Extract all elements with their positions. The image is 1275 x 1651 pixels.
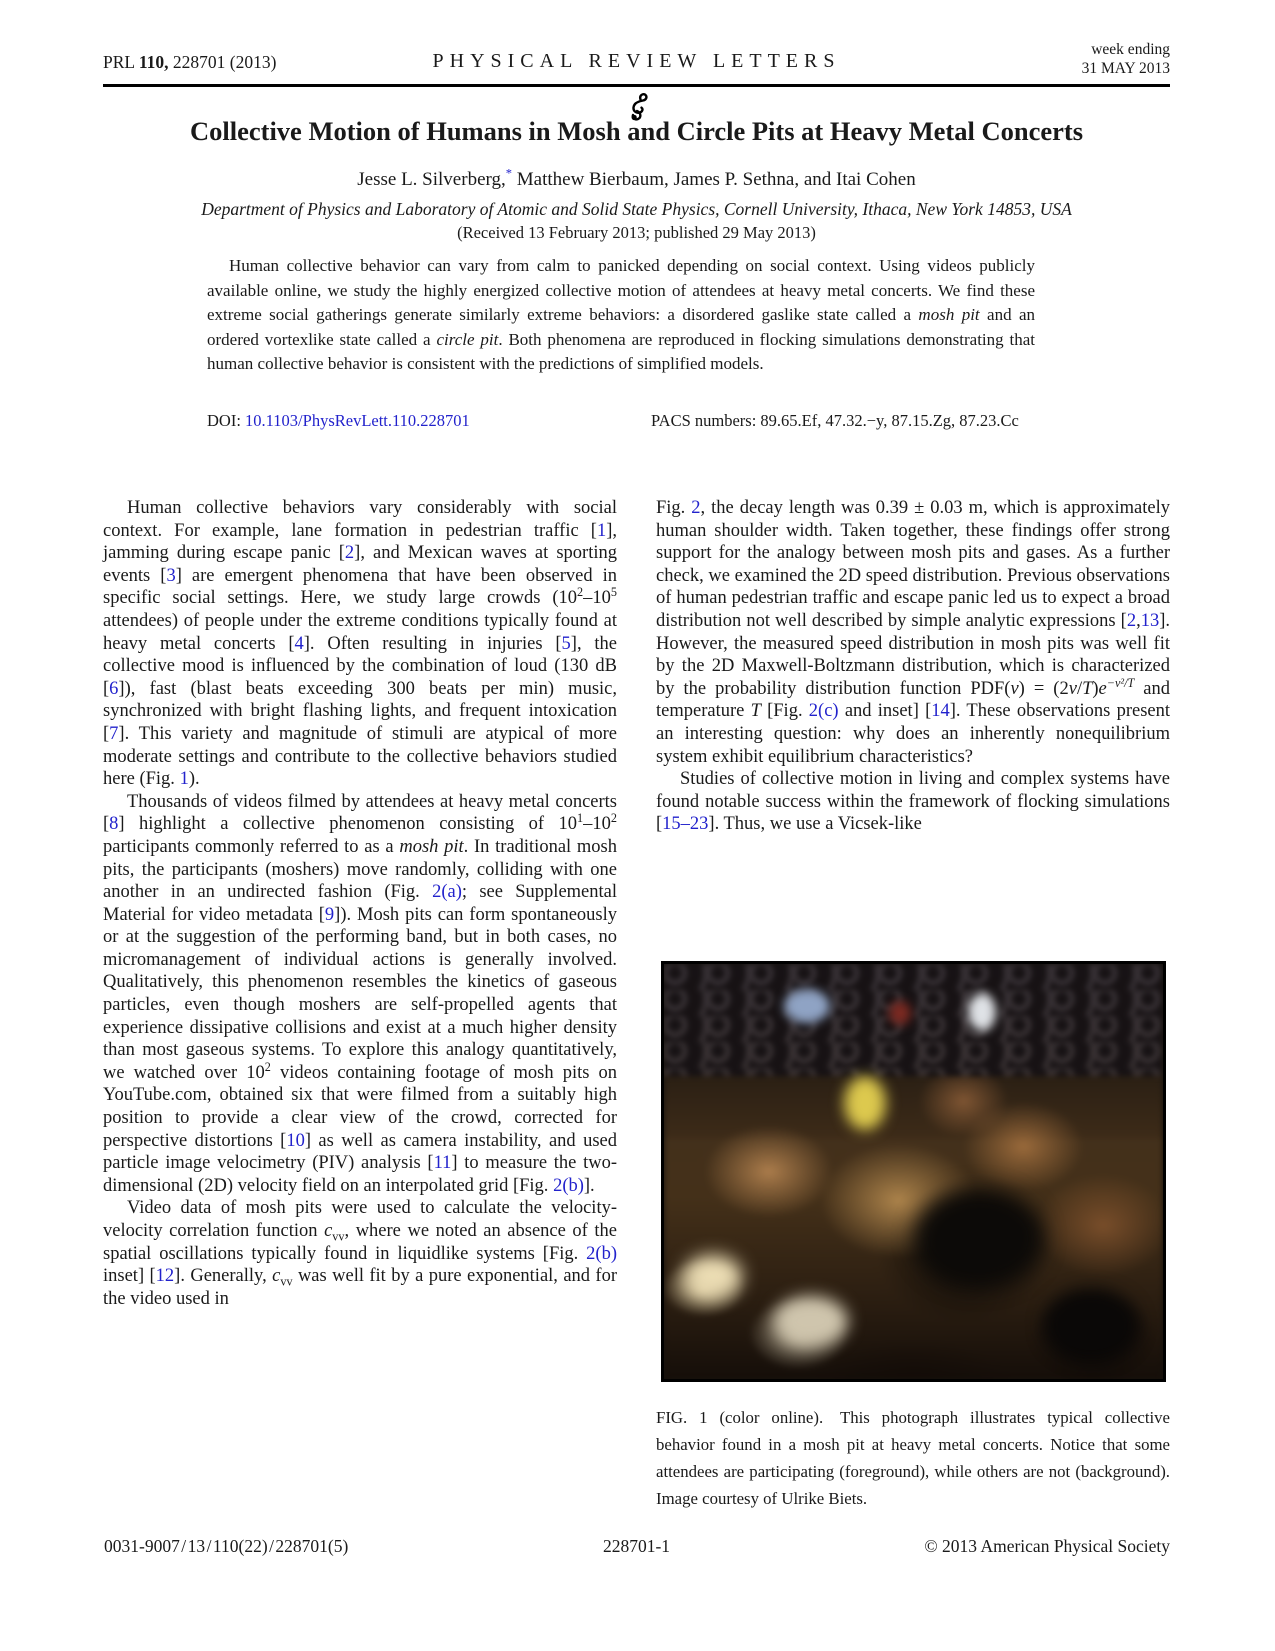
pacs-numbers: PACS numbers: 89.65.Ef, 47.32.−y, 87.15.Zg, 87.23.Cc: [651, 411, 1019, 430]
text-segment: . Both phenomena are reproduced in flocking simulations demonstrating that human collective behavior is consistent with the predictions of simplified models.: [207, 329, 1036, 374]
ref-link[interactable]: 4: [294, 633, 304, 654]
journal-name: PHYSICAL REVIEW LETTERS: [432, 50, 841, 72]
text-segment: ], jamming during escape panic [: [103, 520, 617, 564]
week-ending-block: [103, 40, 1170, 78]
figure-1-photo: [661, 961, 1166, 1382]
text-segment: ]. Often resulting in injuries [: [303, 633, 562, 654]
ref-link[interactable]: 15–23: [662, 814, 709, 835]
ref-link[interactable]: 2(b): [553, 1175, 584, 1196]
text-segment: Studies of collective motion in living and complex systems have found notable success within the framework of flocking simulations [: [656, 769, 1170, 835]
ref-link[interactable]: 2: [691, 498, 701, 518]
text-segment: /: [1076, 678, 1083, 699]
citation-tail: 228701 (2013): [168, 52, 277, 72]
photo-dark-heads-bottom-right: [1043, 1288, 1139, 1362]
ref-link[interactable]: 9: [324, 904, 335, 925]
text-segment: vv: [280, 1274, 293, 1289]
right-column: [656, 497, 1170, 836]
paragraph: [656, 768, 1170, 836]
figure-1-caption: FIG. 1 (color online). This photograph illustrates typical collective behavior found in a mosh pit at heavy metal concerts. Notice that some attendees are participating (foreground), while others are not (background). Image courtesy of Ulrike Biets.: [656, 1408, 1170, 1508]
text-segment: ]. This variety and magnitude of stimuli are atypical of more moderate settings and contribute to the collective behaviors studied here (Fig.: [103, 723, 617, 790]
text-segment: ] are emergent phenomena that have been observed in specific social settings. Here, we study large crowds (10: [103, 565, 617, 609]
text-segment: circle pit: [436, 329, 499, 349]
text-segment: Video data of mosh pits were used to calculate the velocity-velocity correlation function: [103, 1198, 617, 1241]
ref-link[interactable]: 2(a): [432, 882, 462, 903]
text-segment: and inset] [: [838, 701, 932, 722]
text-segment: attendees) of people under the extreme conditions typically found at heavy metal concerts [: [103, 610, 617, 654]
paragraph: [103, 1197, 617, 1310]
text-segment: ]. Generally,: [174, 1266, 273, 1287]
paragraph: [103, 791, 617, 1198]
ref-link[interactable]: 8: [109, 814, 119, 835]
ref-link[interactable]: 6: [109, 678, 119, 699]
ref-link[interactable]: 13: [1140, 610, 1160, 631]
ref-link[interactable]: 2: [1126, 610, 1137, 631]
text-segment: Matthew Bierbaum, James P. Sethna, and Itai Cohen: [512, 169, 916, 190]
text-segment: was well fit by a pure exponential, and for the video used in: [103, 1266, 618, 1309]
photo-yellow-shirt: [844, 1076, 886, 1130]
text-segment: ] as well as camera instability, and used particle image velocimetry (PIV) analysis [: [103, 1130, 617, 1174]
text-segment: 2: [264, 1059, 271, 1074]
text-segment: 5: [610, 585, 617, 600]
ref-link[interactable]: 2(b): [586, 1243, 617, 1264]
text-segment: –10: [583, 814, 611, 835]
text-segment: mosh pit: [399, 836, 464, 857]
paragraph: [103, 497, 617, 791]
text-segment: , where we noted an absence of the spatial oscillations typically found in liquidlike systems [Fig.: [103, 1221, 617, 1264]
text-segment: vv: [332, 1229, 345, 1244]
text-segment: inset] [: [103, 1266, 156, 1287]
text-segment: ): [1092, 678, 1099, 699]
ref-link[interactable]: 11: [433, 1153, 452, 1174]
ref-link[interactable]: 10: [286, 1130, 305, 1151]
text-segment: Thousands of videos filmed by attendees at heavy metal concerts [: [103, 791, 617, 835]
text-segment: c: [324, 1221, 333, 1241]
text-segment: [Fig.: [760, 701, 809, 722]
text-segment: . In traditional mosh pits, the participants (moshers) move randomly, colliding with one another in an undirected fashion (Fig.: [103, 836, 617, 903]
text-segment: ], the collective mood is influenced by the combination of loud (130 dB [: [103, 633, 617, 699]
ref-link[interactable]: 2(c): [808, 701, 839, 722]
text-segment: Fig.: [656, 498, 692, 518]
text-segment: T: [1082, 678, 1093, 699]
text-segment: and an ordered vortexlike state called a: [207, 305, 1035, 349]
text-segment: Human collective behaviors vary considerably with social context. For example, lane formation in pedestrian traffic [: [103, 498, 617, 541]
text-segment: 1: [577, 811, 584, 826]
text-segment: 2: [610, 811, 617, 826]
text-segment: −v²/T: [1106, 675, 1135, 690]
text-segment: ] highlight a collective phenomenon consisting of 10: [118, 814, 578, 835]
text-segment: ], and Mexican waves at sporting events [: [103, 543, 617, 586]
text-segment: c: [272, 1266, 281, 1287]
text-segment: ]. Thus, we use a Vicsek-like: [708, 814, 922, 835]
ref-link[interactable]: 3: [166, 565, 176, 586]
text-segment: ,: [1136, 610, 1141, 631]
text-segment: participants commonly referred to as a: [103, 836, 400, 857]
doi-link[interactable]: 10.1103/PhysRevLett.110.228701: [245, 411, 470, 430]
text-segment: ) = (2: [1018, 678, 1069, 699]
text-segment: v: [1010, 678, 1019, 699]
ref-link[interactable]: 7: [109, 723, 119, 744]
affiliation: Department of Physics and Laboratory of Atomic and Solid State Physics, Cornell University, Ithaca, New York 14853, USA: [201, 199, 1072, 219]
photo-white-shirt-bottom: [774, 1296, 848, 1346]
paragraph: [656, 497, 1170, 768]
left-column: [103, 497, 617, 1310]
text-segment: Human collective behavior can vary from calm to panicked depending on social context. Using videos publicly available online, we study the highly energized collective motion of attendees at heavy metal concerts. We find these extreme social gatherings generate similarly extreme behaviors: a disordered gaslike state called a: [207, 256, 1035, 325]
page-title: Collective Motion of Humans in Mosh and Circle Pits at Heavy Metal Concerts: [189, 116, 1084, 146]
ref-link[interactable]: 14: [931, 701, 950, 722]
received-line: (Received 13 February 2013; published 29 May 2013): [457, 223, 816, 242]
issue-date: 31 MAY 2013: [1081, 60, 1170, 77]
ref-link[interactable]: 5: [561, 633, 571, 654]
text-segment: , the decay length was 0.39 ± 0.03 m, which is approximately human shoulder width. Taken together, these findings offer strong support for the analogy between mosh pits and gases. As a further check, we examined the 2D speed distribution. Previous observations of human pedestrian traffic and escape panic led us to expect a broad distribution not well described by simple analytic expressions [: [656, 498, 1170, 631]
citation-volume: 110,: [138, 52, 169, 72]
author-line: [103, 166, 1170, 191]
text-segment: v: [1068, 678, 1077, 699]
photo-blue-shirt: [784, 989, 830, 1023]
citation-prefix: PRL: [103, 52, 139, 72]
text-segment: ].: [583, 1175, 595, 1196]
text-segment: e: [1098, 678, 1107, 699]
ref-link[interactable]: 1: [179, 769, 189, 790]
text-segment: ]). Mosh pits can form spontaneously or at the suggestion of the performing band, but in both cases, no micromanagement of individual actions is generally involved. Qualitatively, this phenomenon resembles the kinetics of gaseous particles, even though moshers are self-propelled agents that experience dissipative collisions and exist at a much higher density than most gaseous systems. To explore this analogy quantitatively, we watched over 10: [103, 904, 618, 1083]
text-segment: T: [750, 701, 761, 722]
text-segment: mosh pit: [918, 305, 980, 325]
week-ending-label: week ending: [1091, 41, 1170, 58]
header-rule: [103, 84, 1170, 87]
text-segment: videos containing footage of mosh pits on YouTube.com, obtained six that were filmed from a suitably high position to provide a clear view of the crowd, corrected for perspective distortions [: [103, 1062, 617, 1151]
ref-link[interactable]: *: [505, 166, 513, 181]
photo-light-flash: [684, 1255, 742, 1297]
photo-dark-shirt-mosher: [914, 1188, 1044, 1288]
page-number: 228701-1: [602, 1536, 671, 1556]
photo-crowd-background: [664, 964, 1163, 1076]
text-segment: 2: [577, 585, 584, 600]
text-segment: and temperature: [656, 678, 1170, 722]
doi-label: DOI:: [207, 411, 246, 430]
text-segment: ] to measure the two-dimensional (2D) velocity field on an interpolated grid [Fig.: [103, 1153, 617, 1196]
text-segment: Jesse L. Silverberg,: [357, 169, 506, 190]
doi-line: [207, 411, 470, 431]
text-segment: –10: [583, 588, 611, 609]
photo-red-shirt: [889, 1001, 911, 1025]
text-segment: ]. However, the measured speed distribution in mosh pits was well fit by the 2D Maxwell-Boltzmann distribution, which is characterized by the probability distribution function PDF(: [656, 610, 1170, 699]
text-segment: ]. These observations present an interesting question: why does an inherently nonequilibrium system exhibit equilibrium characteristics?: [656, 701, 1170, 767]
text-segment: ; see Supplemental Material for video metadata [: [103, 882, 617, 925]
abstract: [207, 254, 1035, 377]
ref-link[interactable]: 1: [596, 520, 607, 541]
issn-identifier: 0031-9007 / 13 / 110(22) / 228701(5): [104, 1536, 349, 1556]
text-segment: ]), fast (blast beats exceeding 300 beats per min) music, synchronized with bright flashing lights, and frequent intoxication [: [103, 678, 617, 744]
text-segment: ).: [188, 769, 200, 790]
ref-link[interactable]: 2: [344, 543, 355, 564]
ref-link[interactable]: 12: [155, 1266, 175, 1287]
copyright-notice: © 2013 American Physical Society: [924, 1536, 1170, 1556]
